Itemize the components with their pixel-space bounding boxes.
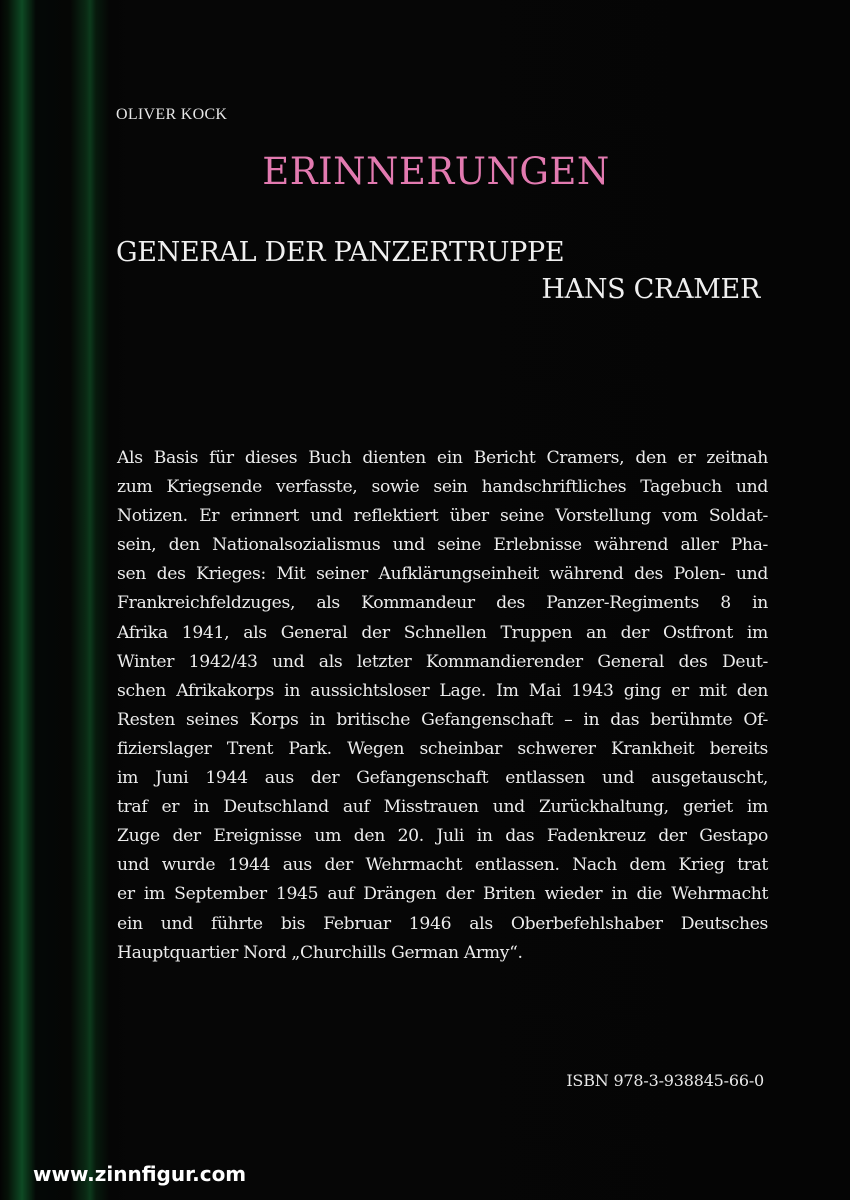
blurb-line: Frankreichfeldzuges, als Kommandeur des Panzer-Regiments 8 in [117,593,768,614]
blurb-line: im Juni 1944 aus der Gefangenschaft entlassen und ausgetauscht, [117,768,768,789]
subtitle-name: HANS CRAMER [541,274,760,305]
blurb-text [117,444,768,968]
blurb-line: zum Kriegsende verfasste, sowie sein handschriftliches Tagebuch und [117,477,768,498]
blurb-line: sein, den Nationalsozialismus und seine Erlebnisse während aller Pha- [117,535,768,556]
author-name: OLIVER KOCK [116,106,228,123]
blurb-line: ein und führte bis Februar 1946 als Oberbefehlshaber Deutsches [117,913,768,934]
blurb-line: sen des Krieges: Mit seiner Aufklärungseinheit während des Polen- und [117,564,768,585]
blurb-line: schen Afrikakorps in aussichtsloser Lage. Im Mai 1943 ging er mit den [117,680,768,701]
blurb-line: Zuge der Ereignisse um den 20. Juli in das Fadenkreuz der Gestapo [117,826,768,847]
blurb-line: Winter 1942/43 und als letzter Kommandierender General des Deut- [117,651,768,672]
subtitle-rank: GENERAL DER PANZERTRUPPE [116,237,565,268]
blurb-line: und wurde 1944 aus der Wehrmacht entlassen. Nach dem Krieg trat [117,855,768,876]
blurb-line: traf er in Deutschland auf Misstrauen und Zurückhaltung, geriet im [117,797,768,818]
isbn-number: ISBN 978-3-938845-66-0 [566,1071,764,1090]
blurb-line: Resten seines Korps in britische Gefangenschaft – in das berühmte Of- [117,709,768,730]
blurb-line: fizierslager Trent Park. Wegen scheinbar schwerer Krankheit bereits [117,738,768,759]
blurb-line: Hauptquartier Nord „Churchills German Army“. [117,942,523,963]
blurb-line: er im September 1945 auf Drängen der Briten wieder in die Wehrmacht [117,884,768,905]
blurb-line: Notizen. Er erinnert und reflektiert über seine Vorstellung vom Soldat- [117,506,768,527]
watermark-url: www.zinnfigur.com [33,1162,247,1186]
book-title: ERINNERUNGEN [262,150,610,193]
blurb-line: Afrika 1941, als General der Schnellen Truppen an der Ostfront im [117,622,768,643]
blurb-line: Als Basis für dieses Buch dienten ein Bericht Cramers, den er zeitnah [117,448,768,468]
